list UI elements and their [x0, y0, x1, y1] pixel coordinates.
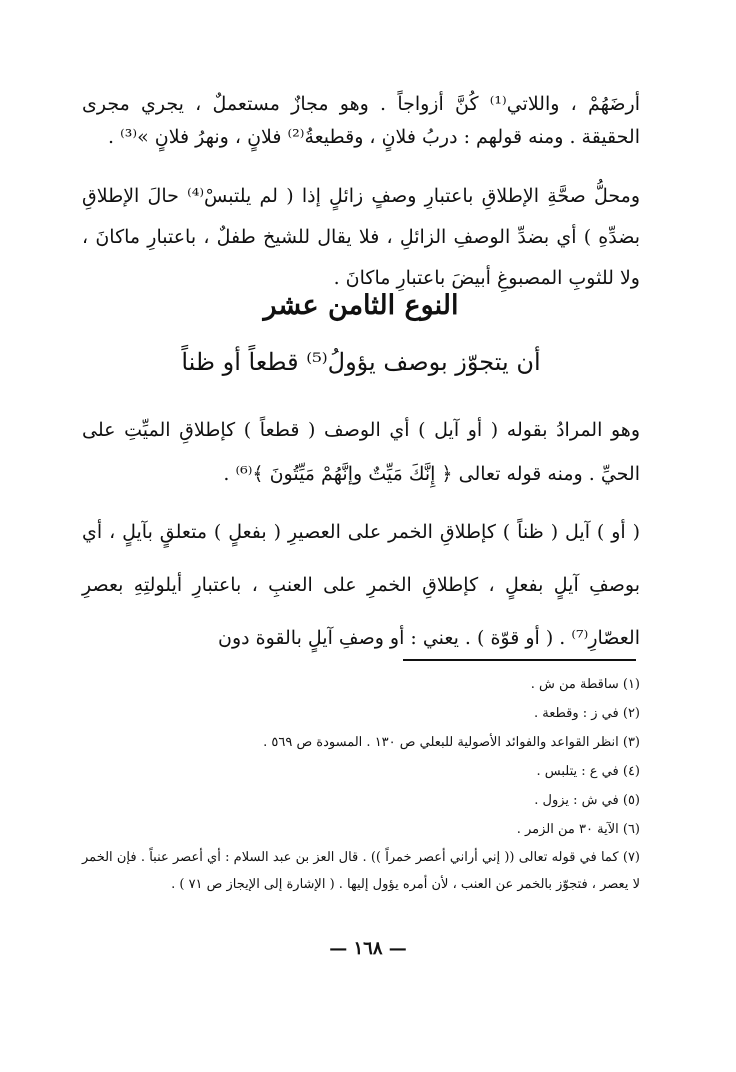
body-paragraph-3 — [82, 408, 640, 496]
footnotes — [82, 670, 640, 898]
footnote-3: (٣) انظر القواعد والفوائد الأصولية للبعلي ص ١٣٠ . المسودة ص ٥٦٩ . — [263, 735, 640, 750]
footnote-7: (٧) كما في قوله تعالى (( إني أراني أعصر خمراً )) . قال العز بن عبد السلام : أي أعصر عنباً . فإن الخمر لا يعصر ، فتجوّز بالخمر عن العنب ، لأن أمره يؤول إليها . ( الإشارة إلى الإيجاز ص ٧١ ) . — [82, 850, 640, 892]
footnote-5: (٥) في ش : يزول . — [534, 793, 640, 808]
footnote-2: (٢) في ز : وقطعة . — [533, 706, 640, 721]
footnote-4: (٤) في ع : يتلبس . — [536, 764, 640, 779]
section-title: النوع الثامن عشر — [263, 290, 459, 321]
body-paragraph-1 — [82, 88, 640, 154]
footnote-1: (١) ساقطة من ش . — [530, 677, 640, 692]
page-number: — ١٦٨ — — [329, 938, 407, 959]
body-paragraph-2 — [82, 176, 640, 299]
paragraph-text: ومحلُّ صحَّةِ الإطلاقِ باعتبارِ وصفٍ زائلٍ إذا ( لم يلتبسْ⁽⁴⁾ حالَ الإطلاقِ بضدِّهِ ) أي بضدِّ الوصفِ الزائلِ ، فلا يقال للشيخ طفلٌ ، باعتبارِ ماكانَ ، ولا للثوبِ المصبوغِ أبيضَ باعتبارِ ماكانَ . — [82, 185, 641, 289]
footnote-6: (٦) الآية ٣٠ من الزمر . — [516, 822, 640, 837]
paragraph-text: أرضَهُمْ ، واللاتي⁽¹⁾ كُنَّ أزواجاً . وهو مجازٌ مستعملٌ ، يجري مجرى الحقيقة . ومنه قولهم : دربُ فلانٍ ، وقطيعةُ⁽²⁾ فلانٍ ، ونهرُ فلانٍ »⁽³⁾ . — [82, 93, 640, 148]
footnote-divider — [403, 659, 636, 661]
paragraph-text: وهو المرادُ بقوله ( أو آيل ) أي الوصف ( قطعاً ) كإطلاقِ الميِّتِ على الحيِّ . ومنه قوله تعالى ﴿ إِنَّكَ مَيِّتٌ وإنَّهُمْ مَيِّتُونَ ﴾⁽⁶⁾ . — [82, 419, 640, 485]
section-subtitle: أن يتجوّز بوصف يؤولُ⁽⁵⁾ قطعاً أو ظناً — [181, 348, 541, 376]
paragraph-text: ( أو ) آيل ( ظناً ) كإطلاقِ الخمر على العصيرِ ( بفعلٍ ) متعلقٍ بآيلٍ ، أي بوصفِ آيلٍ بفعلٍ ، كإطلاقِ الخمرِ على العنبِ ، باعتبارِ أيلولتِهِ بعصرِ العصّارِ⁽⁷⁾ . ( أو قوّة ) . يعني : أو وصفِ آيلٍ بالقوة دون — [82, 521, 640, 649]
body-paragraph-4 — [82, 506, 640, 665]
